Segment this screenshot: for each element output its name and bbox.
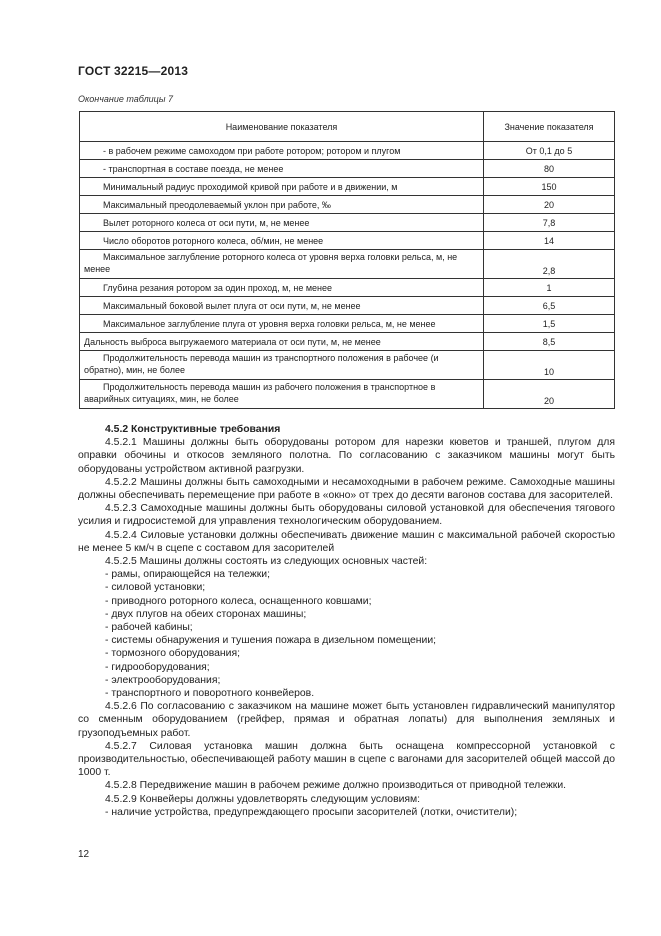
row-name-text: Дальность выброса выгружаемого материала от оси пути, м, не менее [84, 336, 381, 347]
column-header-name: Наименование показателя [80, 112, 484, 142]
table-header-row [80, 112, 615, 142]
row-name [80, 160, 484, 178]
table-row [80, 333, 615, 351]
paragraph: 4.5.2.9 Конвейеры должны удовлетворять следующим условиям: [105, 793, 421, 805]
list-item: - тормозного оборудования; [105, 648, 240, 660]
list-item: - транспортного и поворотного конвейеров. [105, 688, 315, 700]
row-name-text: Минимальный радиус проходимой кривой при работе и в движении, м [103, 181, 398, 192]
row-name-text: Глубина резания ротором за один проход, м, не менее [103, 282, 333, 293]
list-item: - электрооборудования; [105, 674, 221, 686]
table-row [80, 297, 615, 315]
table-row [80, 380, 615, 409]
list-item: - наличие устройства, предупреждающего просыпи засорителей (лотки, очистители); [105, 806, 518, 818]
list-item: - двух плугов на обеих сторонах машины; [105, 608, 307, 620]
row-name-text: Продолжительность перевода машин из транспортного положения в рабочее (и обратно), мин, не более [84, 353, 439, 375]
table-row [80, 315, 615, 333]
table-row [80, 142, 615, 160]
row-value: 20 [484, 380, 615, 409]
section-heading: 4.5.2 Конструктивные требования [105, 424, 281, 435]
row-name-text: - в рабочем режиме самоходом при работе ротором; ротором и плугом [103, 145, 401, 156]
row-name [80, 250, 484, 279]
table-row [80, 178, 615, 196]
paragraph: 4.5.2.1 Машины должны быть оборудованы ротором для нарезки кюветов и траншей, плугом для оправки обочины и откосов земляного полотна. По согласованию с заказчиком машины могут быть оборудованы устройством активной разгрузки. [78, 437, 615, 475]
row-value: 14 [484, 232, 615, 250]
table-row [80, 196, 615, 214]
row-name-text: Максимальное заглубление плуга от уровня верха головки рельса, м, не менее [103, 318, 436, 329]
body-text [78, 423, 615, 819]
column-header-value: Значение показателя [484, 112, 615, 142]
row-value: 2,8 [484, 250, 615, 279]
list-item: - системы обнаружения и тушения пожара в дизельном помещении; [105, 635, 437, 647]
row-name [80, 196, 484, 214]
row-name [80, 315, 484, 333]
paragraph: 4.5.2.7 Силовая установка машин должна быть оснащена компрессорной установкой с производительностью, обеспечивающей работу машин в сцепе с вагонами для засорителей общей массой до 1000 т. [78, 740, 615, 779]
page-header: ГОСТ 32215—2013 [78, 64, 189, 78]
list-item: - рамы, опирающейся на тележки; [105, 569, 270, 581]
row-value: 7,8 [484, 214, 615, 232]
row-name [80, 333, 484, 351]
row-value: 80 [484, 160, 615, 178]
row-name [80, 380, 484, 409]
row-name-text: Максимальный преодолеваемый уклон при работе, ‰ [103, 199, 331, 210]
row-name-text: Максимальное заглубление роторного колеса от уровня верха головки рельса, м, не менее [84, 252, 458, 274]
row-value: 1 [484, 279, 615, 297]
row-value: 1,5 [484, 315, 615, 333]
table-row [80, 232, 615, 250]
paragraph: 4.5.2.2 Машины должны быть самоходными и несамоходными в рабочем режиме. Самоходные машины должны обеспечивать перемещение при работе в «окно» от трех до десяти вагонов состава для засорителей. [78, 476, 615, 502]
row-name [80, 232, 484, 250]
row-value: 150 [484, 178, 615, 196]
table-caption: Окончание таблицы 7 [78, 94, 173, 104]
row-value: 6,5 [484, 297, 615, 315]
table-row [80, 214, 615, 232]
paragraph: 4.5.2.6 По согласованию с заказчиком на машине может быть установлен гидравлический манипулятор со сменным оборудованием (грейфер, прямая и обратная лопаты) для выполнения земляных и грузоподъемных работ. [78, 701, 615, 739]
row-name [80, 351, 484, 380]
paragraph: 4.5.2.3 Самоходные машины должны быть оборудованы силовой установкой для обеспечения тягового усилия и гидросистемой для управления технологическим оборудованием. [78, 503, 615, 528]
page-number: 12 [78, 849, 90, 860]
row-name-text: Максимальный боковой вылет плуга от оси пути, м, не менее [103, 300, 361, 311]
row-name [80, 214, 484, 232]
list-item: - гидрооборудования; [105, 661, 210, 673]
row-name-text: Продолжительность перевода машин из рабочего положения в транспортное в аварийных ситуациях, мин, не более [84, 382, 436, 404]
table-row [80, 250, 615, 279]
table-row [80, 351, 615, 380]
row-name [80, 297, 484, 315]
paragraph: 4.5.2.8 Передвижение машин в рабочем режиме должно производиться от приводной тележки. [105, 780, 567, 792]
row-name-text: Число оборотов роторного колеса, об/мин, не менее [103, 235, 324, 246]
row-value: 20 [484, 196, 615, 214]
table-row [80, 160, 615, 178]
row-name [80, 279, 484, 297]
list-item: - силовой установки; [105, 582, 206, 594]
row-name-text: Вылет роторного колеса от оси пути, м, не менее [103, 217, 310, 228]
paragraph: 4.5.2.4 Силовые установки должны обеспечивать движение машин с максимальной рабочей скоростью не менее 5 км/ч в сцепе с составом для засорителей [78, 529, 615, 554]
row-name-text: - транспортная в составе поезда, не менее [103, 163, 284, 174]
row-value: 8,5 [484, 333, 615, 351]
list-item: - рабочей кабины; [105, 622, 193, 634]
list-item: - приводного роторного колеса, оснащенного ковшами; [105, 595, 372, 607]
row-name [80, 178, 484, 196]
row-value: От 0,1 до 5 [484, 142, 615, 160]
row-value: 10 [484, 351, 615, 380]
table-row [80, 279, 615, 297]
spec-table [79, 111, 615, 409]
row-name [80, 142, 484, 160]
paragraph: 4.5.2.5 Машины должны состоять из следующих основных частей: [105, 556, 428, 568]
